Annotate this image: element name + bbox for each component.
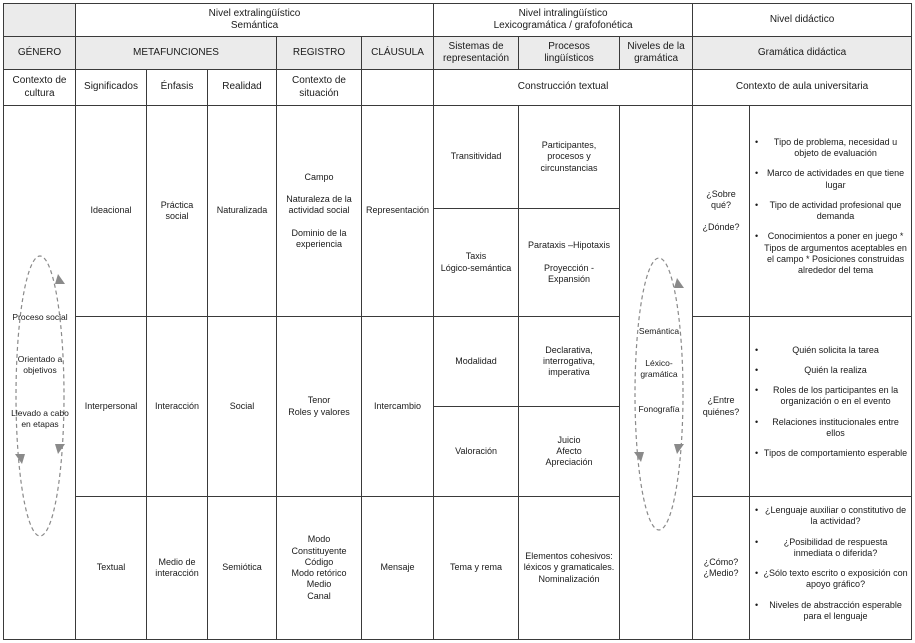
textual-significado: Textual [76,497,147,640]
genero-loop-etapas: Llevado a cabo en etapas [11,408,69,429]
corner-cell [4,4,76,37]
contexto-aula-cell: Contexto de aula universitaria [693,70,912,106]
registro-header: REGISTRO [277,37,362,70]
intralinguistic-level-header: Nivel intralingüístico Lexicogramática / grafofonética [434,4,693,37]
extralinguistic-level-header: Nivel extralingüístico Semántica [76,4,434,37]
ideacional-clausula: Representación [362,106,434,317]
niveles-header: Niveles de la gramática [620,37,693,70]
niveles-loop-lexicogramatica: Léxico- gramática [640,358,678,379]
interpersonal-sistema-valoracion: Valoración [434,407,519,497]
textual-realidad: Semiótica [208,497,277,640]
contexto-situacion-cell: Contexto de situación [277,70,362,106]
textual-proceso-cohesivos: Elementos cohesivos: léxicos y gramaticales. Nominalización [519,497,620,640]
interpersonal-registro: Tenor Roles y valores [277,317,362,497]
ideacional-significado: Ideacional [76,106,147,317]
textual-sistema-tema-rema: Tema y rema [434,497,519,640]
bullet-item: • Tipos de comportamiento esperable [763,448,908,459]
bullet-item: • Conocimientos a poner en juego * Tipos de argumentos aceptables en el campo * Posiciones construidas alrededor del tema [763,231,908,276]
bullet-item: • Quién la realiza [763,365,908,376]
textual-clausula: Mensaje [362,497,434,640]
genero-header: GÉNERO [4,37,76,70]
genero-cell [4,106,76,640]
ideacional-sistema-taxis: Taxis Lógico-semántica [434,209,519,317]
niveles-loop-semantica: Semántica [638,326,680,336]
interpersonal-realidad: Social [208,317,277,497]
genero-loop-orientado: Orientado a objetivos [17,354,63,375]
textual-registro: Modo Constituyente Código Modo retórico Medio Canal [277,497,362,640]
textual-enfasis: Medio de interacción [147,497,208,640]
interpersonal-proceso-juicio: Juicio Afecto Apreciación [519,407,620,497]
interpersonal-enfasis: Interacción [147,317,208,497]
ideacional-enfasis: Práctica social [147,106,208,317]
bullet-item: • Tipo de problema, necesidad u objeto de evaluación [763,137,908,160]
gramatica-header: Gramática didáctica [693,37,912,70]
significados-cell: Significados [76,70,147,106]
bullet-item: • Relaciones institucionales entre ellos [763,417,908,440]
ideacional-sistema-transitividad: Transitividad [434,106,519,209]
ideacional-preguntas: ¿Sobre qué? ¿Dónde? [693,106,750,317]
ideacional-registro: Campo Naturaleza de la actividad social Dominio de la experiencia [277,106,362,317]
contexto-cultura-cell: Contexto de cultura [4,70,76,106]
interpersonal-proceso-declarativa: Declarativa, interrogativa, imperativa [519,317,620,407]
interpersonal-sistema-modalidad: Modalidad [434,317,519,407]
bullet-item: • Roles de los participantes en la organización o en el evento [763,385,908,408]
construccion-textual-cell: Construcción textual [434,70,693,106]
ideacional-realidad: Naturalizada [208,106,277,317]
bullet-item: • Niveles de abstracción esperable para el lenguaje [763,600,908,623]
interpersonal-significado: Interpersonal [76,317,147,497]
bullet-item: • ¿Sólo texto escrito o exposición con apoyo gráfico? [763,568,908,591]
interpersonal-bullets [750,317,912,497]
didactic-level-header: Nivel didáctico [693,4,912,37]
bullet-item: • ¿Lenguaje auxiliar o constitutivo de la actividad? [763,505,908,528]
clausula-blank-cell [362,70,434,106]
ideacional-proceso-parataxis: Parataxis –Hipotaxis Proyección - Expansión [519,209,620,317]
realidad-cell: Realidad [208,70,277,106]
bullet-item: • ¿Posibilidad de respuesta inmediata o diferida? [763,537,908,560]
enfasis-cell: Énfasis [147,70,208,106]
metafunciones-header: METAFUNCIONES [76,37,277,70]
sistemas-header: Sistemas de representación [434,37,519,70]
bullet-item: • Marco de actividades en que tiene lugar [763,168,908,191]
linguistic-levels-table [3,3,912,640]
interpersonal-clausula: Intercambio [362,317,434,497]
ideacional-proceso-participantes: Participantes, procesos y circunstancias [519,106,620,209]
niveles-cell [620,106,693,640]
textual-preguntas: ¿Cómo? ¿Medio? [693,497,750,640]
genero-loop-proceso-social: Proceso social [12,312,68,322]
interpersonal-preguntas: ¿Entre quiénes? [693,317,750,497]
procesos-header: Procesos lingüísticos [519,37,620,70]
niveles-loop-fonografia: Fonografía [638,404,680,414]
bullet-item: • Tipo de actividad profesional que demanda [763,200,908,223]
clausula-header: CLÁUSULA [362,37,434,70]
textual-bullets [750,497,912,640]
bullet-item: • Quién solicita la tarea [763,345,908,356]
ideacional-bullets [750,106,912,317]
